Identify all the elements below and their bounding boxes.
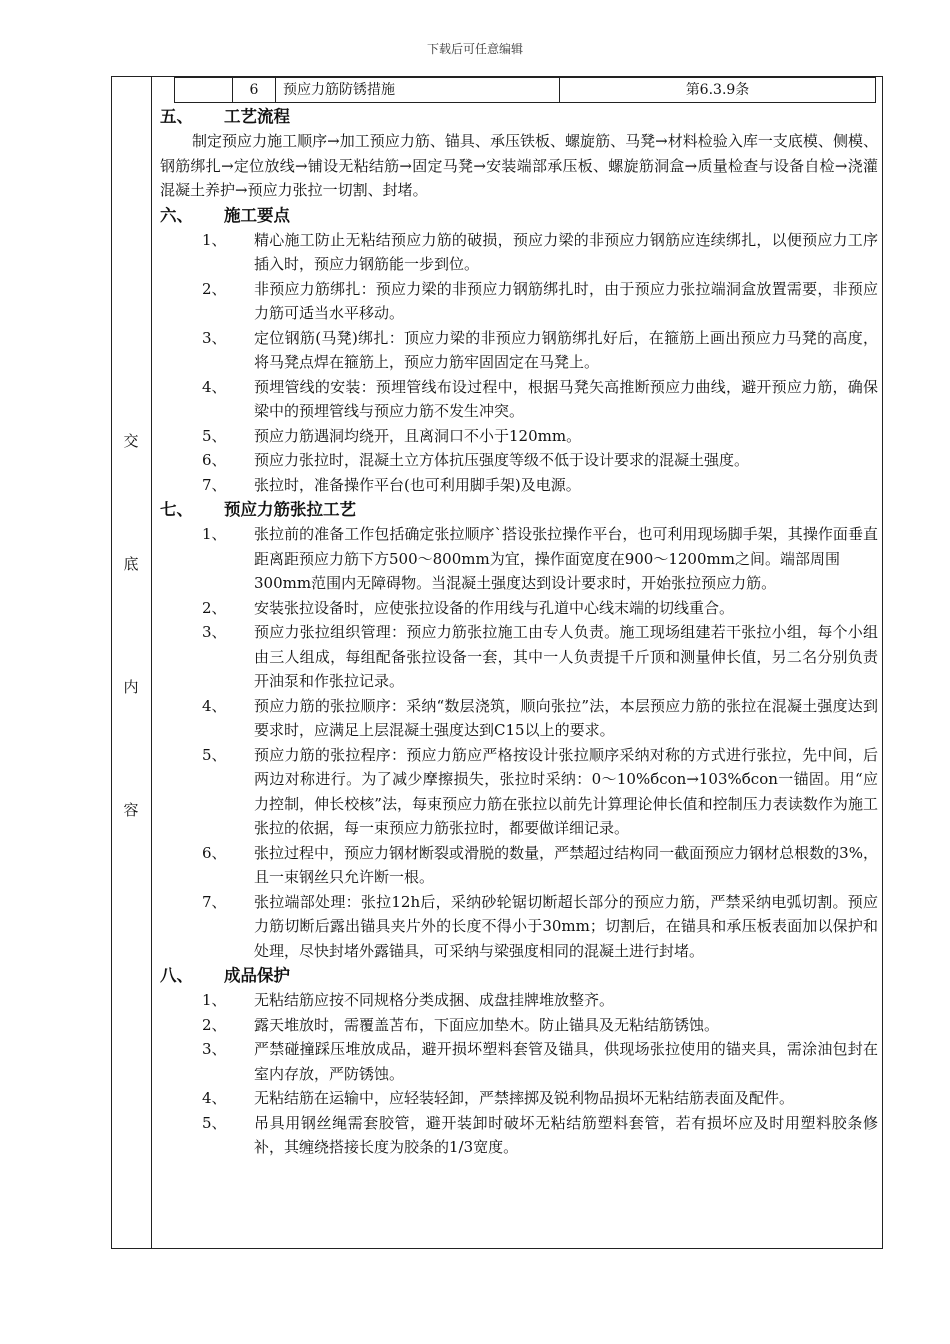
item-number: 1、 [202,525,227,543]
section-heading [160,963,878,988]
list-item [160,694,878,743]
item-text: 张拉时，准备操作平台(也可利用脚手架)及电源。 [254,475,581,494]
row-number: 6 [233,78,276,102]
section-number: 六、 [160,205,193,225]
list-item [160,326,878,375]
list-item [160,596,878,621]
item-number: 3、 [202,328,227,347]
section-number: 八、 [160,966,193,985]
item-text: 张拉前的准备工作包括确定张拉顺序`搭设张拉操作平台，也可利用现场脚手架，其操作面垂直距离距预应力筋下方500～800mm为宜，操作面宽度在900～1200mm之间。端部周围 [254,525,878,568]
item-number: 5、 [202,745,227,764]
item-number: 4、 [202,1089,227,1107]
list-item [160,277,878,326]
list-item [160,1037,878,1086]
section-heading [160,203,878,228]
page-header: 下载后可任意编辑 [426,42,523,56]
list-item [160,522,878,571]
item-text: 张拉过程中，预应力钢材断裂或滑脱的数量，严禁超过结构同一截面预应力钢材总根数的3%，且一束钢丝只允许断一根。 [254,843,878,886]
section-title: 成品保护 [224,966,290,985]
list-item [160,424,878,449]
item-number: 4、 [202,696,227,715]
item-text: 无粘结筋应按不同规格分类成捆、成盘挂牌堆放整齐。 [254,991,615,1009]
item-number: 2、 [202,598,227,617]
list-item [160,890,878,964]
list-item [160,448,878,473]
item-number: 5、 [202,1113,227,1132]
list-item [160,228,878,277]
section-heading [160,104,878,129]
section-title: 施工要点 [224,205,290,225]
column-divider [151,76,152,1249]
item-text: 定位钢筋(马凳)绑扎：顶应力梁的非预应力钢筋绑扎好后，在箍筋上画出预应力马凳的高度，将马凳点焊在箍筋上，预应力筋牢固固定在马凳上。 [254,328,878,371]
item-number: 3、 [202,623,227,641]
item-number: 3、 [202,1040,227,1058]
section-heading [160,497,878,522]
item-number: 6、 [202,451,227,469]
clause-ref: 第6.3.9条 [685,82,750,98]
item-text: 预应力筋遇洞均绕开，且离洞口不小于120mm。 [254,426,582,445]
item-number: 7、 [202,892,227,911]
item-number: 1、 [202,991,227,1009]
blank-cell [175,78,233,102]
measure-name: 预应力筋防锈措施 [276,78,560,102]
spec-table-row [174,77,876,103]
list-item [160,620,878,694]
item-text: 吊具用钢丝绳需套胶管，避开装卸时破坏无粘结筋塑料套管，若有损坏应及时用塑料胶条修补，其缠绕搭接长度为胶条的1/3宽度。 [254,1113,878,1156]
side-label-char: 内 [123,678,139,696]
document-body [160,104,878,1160]
item-text: 安装张拉设备时，应使张拉设备的作用线与孔道中心线末端的切线重合。 [254,598,735,617]
side-label-char: 底 [123,555,139,573]
list-item [160,988,878,1013]
section-title: 预应力筋张拉工艺 [224,500,356,519]
item-continuation: 300mm范围内无障碍物。当混凝土强度达到设计要求时，开始张拉预应力筋。 [254,574,777,592]
list-item [160,1111,878,1160]
item-text: 预应力筋的张拉程序：预应力筋应严格按设计张拉顺序采纳对称的方式进行张拉，先中间，后两边对称进行。为了减少摩擦损失，张拉时采纳：0～10%бcon→103%бcon一锚固。用“应力控制，伸长校核”法，每束预应力筋在张拉以前先计算理论伸长值和控制压力表读数作为施工张拉的依据，每一束预应力筋张拉时，都要做详细记录。 [254,745,878,837]
section-number: 七、 [160,500,193,519]
section-title: 工艺流程 [224,107,290,126]
section-number: 五、 [160,107,193,126]
item-number: 6、 [202,843,227,862]
list-item [160,1013,878,1038]
item-number: 2、 [202,279,227,298]
side-label-char: 交 [123,432,139,450]
item-text: 非预应力筋绑扎：预应力梁的非预应力钢筋绑扎时，由于预应力张拉端洞盒放置需要，非预应力筋可适当水平移动。 [254,279,878,322]
item-text: 张拉端部处理：张拉12h后，采纳砂轮锯切断超长部分的预应力筋，严禁采纳电弧切割。预应力筋切断后露出锚具夹片外的长度不得小于30mm；切割后，在锚具和承压板表面加以保护和处理，尽快封堵外露锚具，可采纳与梁强度相同的混凝土进行封堵。 [254,892,878,960]
section-paragraph: 制定预应力施工顺序→加工预应力筋、锚具、承压铁板、螺旋筋、马凳→材料检验入库一支底模、侧模、钢筋绑扎→定位放线→铺设无粘结筋→固定马凳→安装端部承压板、螺旋筋洞盒→质量检查与设备自检→浇灌混凝土养护→预应力张拉一切割、封堵。 [160,132,878,199]
item-text: 预埋管线的安装：预埋管线布设过程中，根据马凳矢高推断预应力曲线，避开预应力筋，确保梁中的预埋管线与预应力筋不发生冲突。 [254,377,878,420]
item-number: 1、 [202,230,227,249]
item-text: 严禁碰撞踩压堆放成品，避开损坏塑料套管及锚具，供现场张拉使用的锚夹具，需涂油包封在室内存放，严防锈蚀。 [254,1040,878,1083]
item-text: 预应力筋的张拉顺序：采纳“数层浇筑，顺向张拉”法，本层预应力筋的张拉在混凝土强度达到要求时，应满足上层混凝土强度达到C15以上的要求。 [254,696,878,739]
item-text: 精心施工防止无粘结预应力筋的破损，预应力梁的非预应力钢筋应连续绑扎，以便预应力工序插入时，预应力钢筋能一步到位。 [254,230,878,273]
list-item [160,743,878,841]
item-number: 5、 [202,426,227,445]
item-text: 露天堆放时，需覆盖苫布，下面应加垫木。防止锚具及无粘结筋锈蚀。 [254,1015,720,1034]
item-number: 2、 [202,1015,227,1034]
item-text: 无粘结筋在运输中，应轻装轻卸，严禁摔掷及锐利物品损坏无粘结筋表面及配件。 [254,1089,795,1107]
list-item [160,375,878,424]
list-item [160,1086,878,1111]
item-text: 预应力张拉组织管理：预应力筋张拉施工由专人负责。施工现场组建若干张拉小组，每个小组由三人组成，每组配备张拉设备一套，其中一人负责提千斤顶和测量伸长值，另二名分别负责开油泵和作张拉记录。 [254,623,878,690]
list-item [160,473,878,498]
item-text: 预应力张拉时，混凝土立方体抗压强度等级不低于设计要求的混凝土强度。 [254,451,750,469]
item-number: 7、 [202,475,227,494]
item-number: 4、 [202,377,227,396]
side-label-char: 容 [123,801,139,819]
list-item [160,841,878,890]
